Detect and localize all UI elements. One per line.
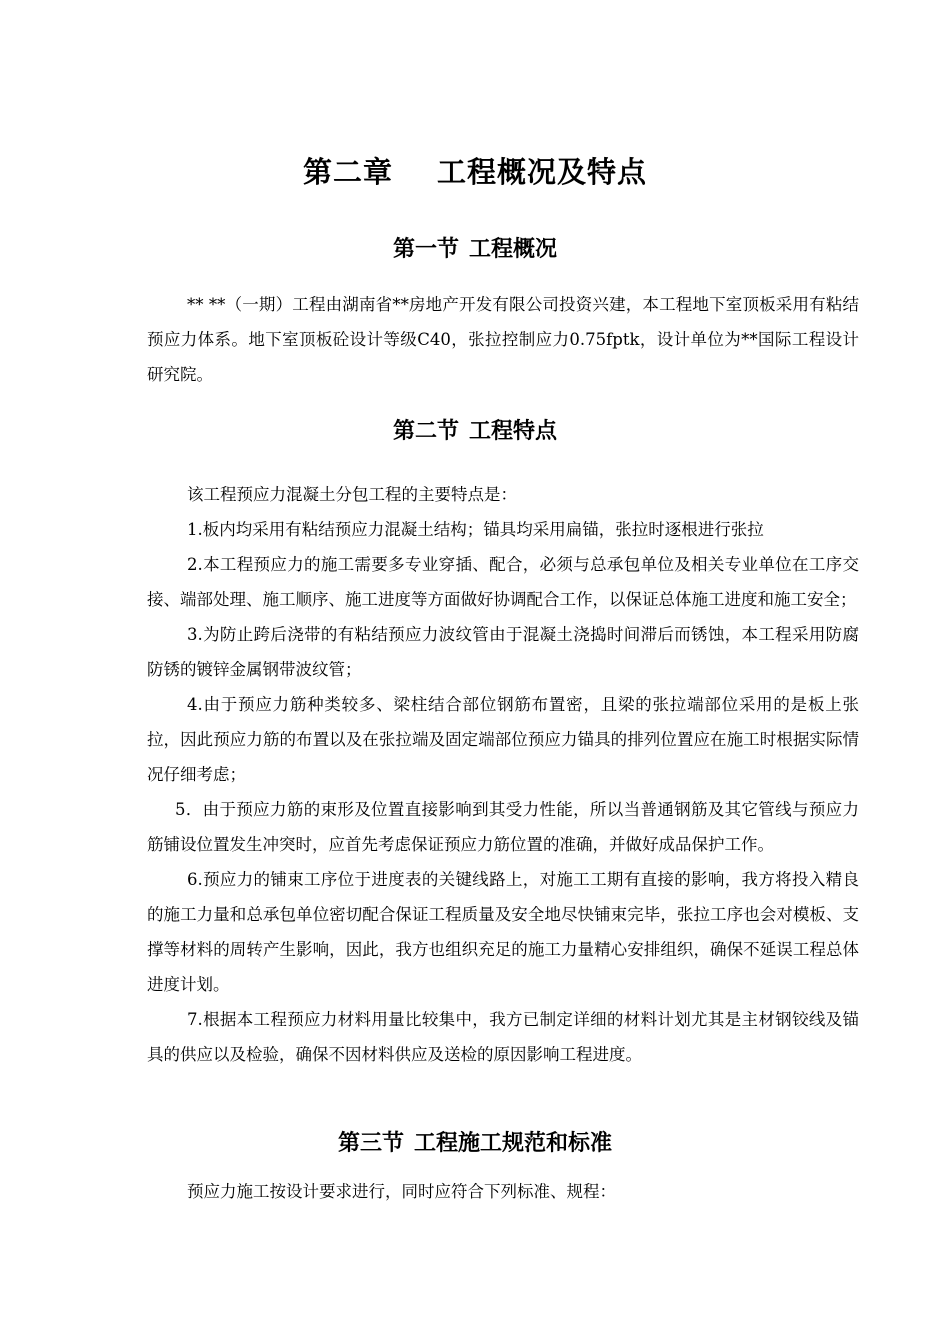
chapter-heading: 工程概况及特点 <box>437 155 648 189</box>
section-2-number: 第二节 <box>392 419 459 444</box>
list-item: 7.根据本工程预应力材料用量比较集中，我方已制定详细的材料计划尤其是主材钢铰线及锚具的供应以及检验，确保不因材料供应及送检的原因影响工程进度。 <box>147 1010 859 1064</box>
section-1-body <box>147 287 859 392</box>
section-3-intro: 预应力施工按设计要求进行，同时应符合下列标准、规程： <box>187 1182 616 1201</box>
list-item: 3.为防止跨后浇带的有粘结预应力波纹管由于混凝土浇捣时间滞后而锈蚀，本工程采用防腐防锈的镀锌金属钢带波纹管； <box>147 625 859 679</box>
list-item: 4.由于预应力筋种类较多、梁柱结合部位钢筋布置密，且梁的张拉端部位采用的是板上张拉，因此预应力筋的布置以及在张拉端及固定端部位预应力锚具的排列位置应在施工时根据实际情况仔细考虑； <box>147 695 859 784</box>
section-2-intro: 该工程预应力混凝土分包工程的主要特点是： <box>187 485 517 504</box>
list-item: 6.预应力的铺束工序位于进度表的关键线路上，对施工工期有直接的影响，我方将投入精良的施工力量和总承包单位密切配合保证工程质量及安全地尽快铺束完毕，张拉工序也会对模板、支撑等材料的周转产生影响，因此，我方也组织充足的施工力量精心安排组织，确保不延误工程总体进度计划。 <box>147 870 859 994</box>
list-item: 1.板内均采用有粘结预应力混凝土结构；锚具均采用扁锚，张拉时逐根进行张拉 <box>187 520 764 539</box>
section-1-paragraph: ** **（一期）工程由湖南省**房地产开发有限公司投资兴建，本工程地下室顶板采用有粘结预应力体系。地下室顶板砼设计等级C40，张拉控制应力0.75fptk，设计单位为**国际工程设计研究院。 <box>147 295 859 384</box>
list-item: 5．由于预应力筋的束形及位置直接影响到其受力性能，所以当普通钢筋及其它管线与预应力筋铺设位置发生冲突时，应首先考虑保证预应力筋位置的准确，并做好成品保护工作。 <box>147 800 859 854</box>
list-item: 2.本工程预应力的施工需要多专业穿插、配合，必须与总承包单位及相关专业单位在工序交接、端部处理、施工顺序、施工进度等方面做好协调配合工作，以保证总体施工进度和施工安全； <box>147 555 859 609</box>
section-1-heading: 工程概况 <box>469 237 558 262</box>
section-3-heading: 工程施工规范和标准 <box>414 1131 613 1156</box>
section-1-title <box>0 234 950 266</box>
chapter-number: 第二章 <box>302 155 393 189</box>
section-2-heading: 工程特点 <box>469 419 558 444</box>
section-3-body <box>147 1174 859 1209</box>
section-2-title <box>0 416 950 448</box>
section-1-number: 第一节 <box>392 237 459 262</box>
section-3-title <box>0 1128 950 1160</box>
section-3-number: 第三节 <box>337 1131 404 1156</box>
section-2-body <box>147 477 859 1072</box>
chapter-title <box>0 152 950 192</box>
